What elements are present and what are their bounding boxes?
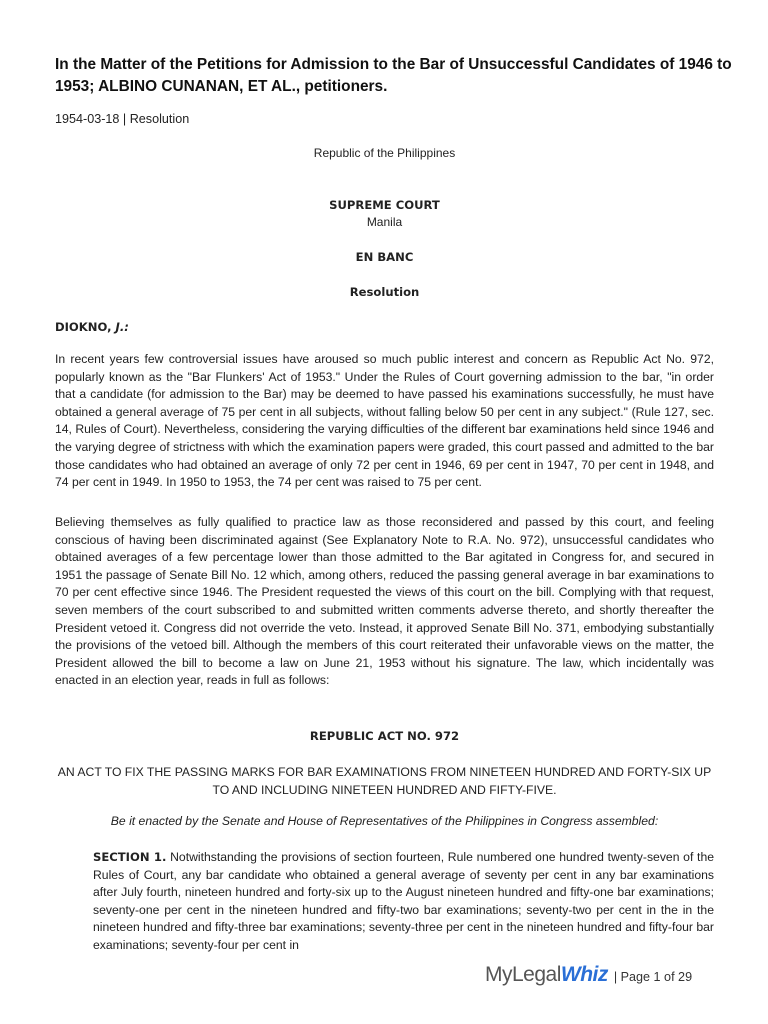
ponente-suffix: J.: [115,320,129,334]
document-title: In the Matter of the Petitions for Admission to the Bar of Unsuccessful Candidates of 1946 to 1953; ALBINO CUNANAN, ET AL., petitioners. [55,56,732,95]
act-title: AN ACT TO FIX THE PASSING MARKS FOR BAR EXAMINATIONS FROM NINETEEN HUNDRED AND FORTY-SIX UP TO AND INCLUDING NINETEEN HUNDRED AND FIFTY-FIVE. [57,765,712,797]
enacting-clause: Be it enacted by the Senate and House of Representatives of the Philippines in Congress assembled: [110,814,659,828]
court-city: Manila [366,215,403,229]
document-type-heading: Resolution [349,285,420,299]
mylegalwhiz-logo[interactable] [485,963,608,987]
section-1 [93,849,714,955]
republic-line: Republic of the Philippines [313,146,456,160]
court-name: SUPREME COURT [329,198,440,212]
ponente [55,320,129,334]
page-number: | Page 1 of 29 [613,970,693,984]
page-footer [485,962,692,988]
section-label: SECTION 1. [93,850,167,864]
logo-accent-text: Whiz [560,963,608,986]
logo-main-text: MyLegal [485,963,561,986]
division-heading: EN BANC [355,250,414,264]
paragraph-1: In recent years few controversial issues have aroused so much public interest and concern as Republic Act No. 972, popularly known as the "Bar Flunkers' Act of 1953." Under the Rules of Court governing admission to the bar, "in order that a candidate (for admission to the Bar) may be deemed to have passed his examinations successfully, he must have obtained a general average of 75 per cent in all subjects, without falling below 50 per cent in any subject." (Rule 127, sec. 14, Rules of Court). Nevertheless, considering the varying difficulties of the different bar examinations held since 1946 and the varying degree of strictness with which the examination papers were graded, this court passed and admitted to the bar those candidates who had obtained an average of only 72 per cent in 1946, 69 per cent in 1947, 70 per cent in 1948, and 74 per cent in 1949. In 1950 to 1953, the 74 per cent was raised to 75 per cent. [55,352,714,490]
section-text: Notwithstanding the provisions of section fourteen, Rule numbered one hundred twenty-seven of the Rules of Court, any bar candidate who obtained a general average of seventy per cent in any bar examinations after July fourth, nineteen hundred and forty-six up to the August nineteen hundred and fifty-one bar examinations; seventy-one per cent in the nineteen hundred and fifty-two bar examinations; seventy-two per cent in the in the nineteen hundred and fifty-three bar examinations; seventy-three per cent in the nineteen hundred and fifty-four bar examinations; seventy-four per cent in [93,850,714,952]
ponente-name: DIOKNO, [55,320,112,334]
act-heading: REPUBLIC ACT NO. 972 [309,729,460,743]
document-date-type: 1954-03-18 | Resolution [55,112,190,126]
paragraph-2: Believing themselves as fully qualified to practice law as those reconsidered and passed by this court, and feeling conscious of having been discriminated against (See Explanatory Note to R.A. No. 972), unsuccessful candidates who obtained averages of a few percentage lower than those admitted to the Bar agitated in Congress for, and secured in 1951 the passage of Senate Bill No. 12 which, among others, reduced the passing general average in bar examinations to 70 per cent effective since 1946. The President requested the views of this court on the bill. Complying with that request, seven members of the court subscribed to and submitted written comments adverse thereto, and shortly thereafter the President vetoed it. Congress did not override the veto. Instead, it approved Senate Bill No. 371, embodying substantially the provisions of the vetoed bill. Although the members of this court reiterated their unfavorable views on the matter, the President allowed the bill to become a law on June 21, 1953 without his signature. The law, which incidentally was enacted in an election year, reads in full as follows: [55,515,714,688]
